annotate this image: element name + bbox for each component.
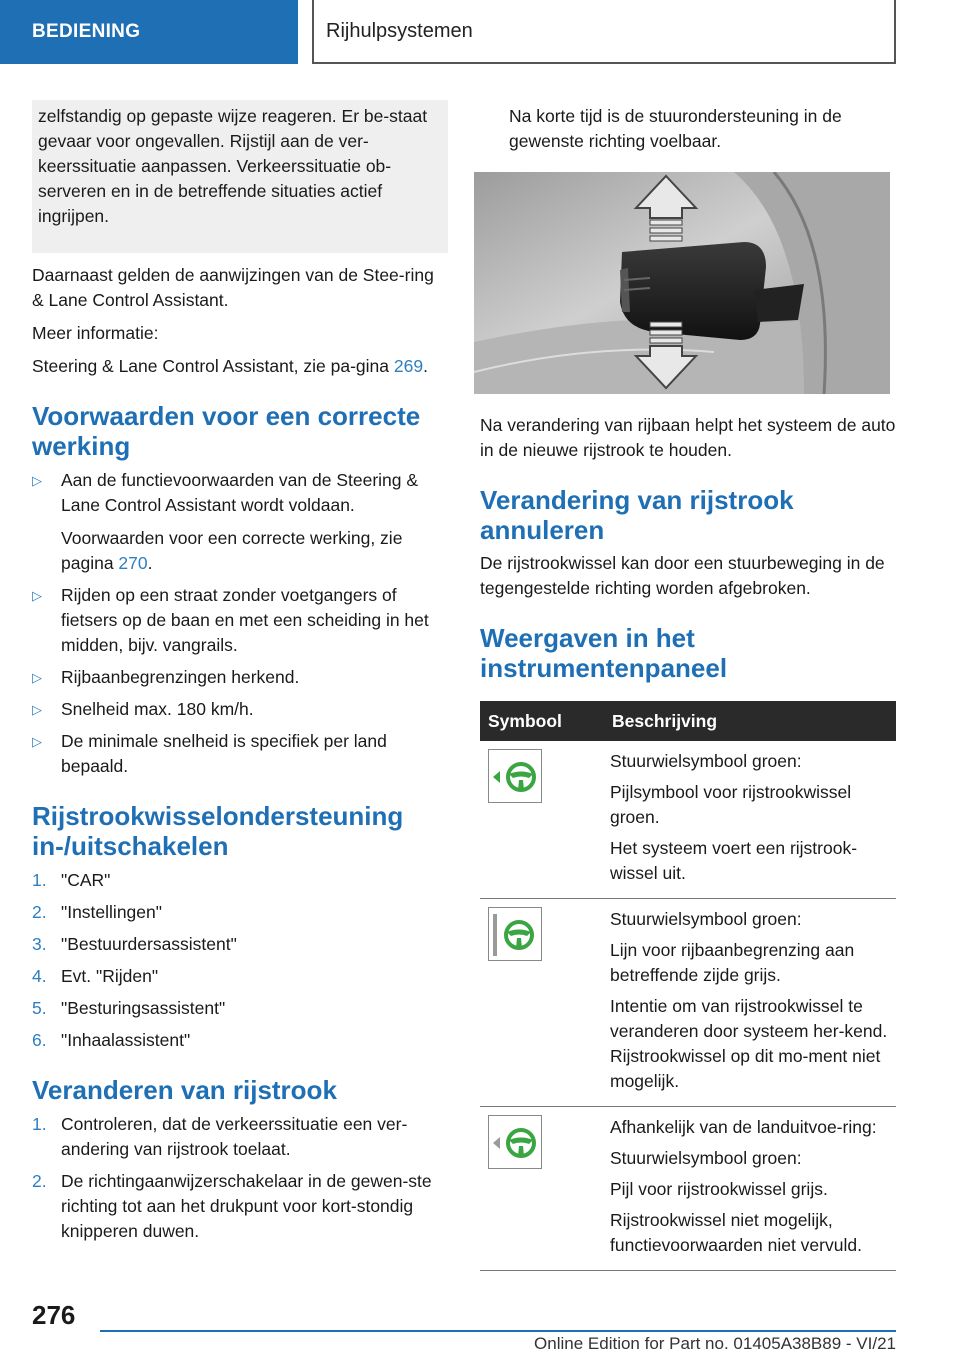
column-header-symbol: Symbool bbox=[480, 701, 604, 741]
steering-wheel-green-arrow-grey-icon bbox=[488, 1115, 542, 1169]
heading-change-lane: Veranderen van rijstrook bbox=[32, 1075, 337, 1105]
toggle-steps-list bbox=[32, 868, 448, 1053]
triangle-bullet-icon: ▷ bbox=[32, 670, 42, 685]
list-item: 6. "Inhaalassistent" bbox=[32, 1030, 191, 1050]
triangle-bullet-icon: ▷ bbox=[32, 734, 42, 749]
paragraph-instructions: Daarnaast gelden de aanwijzingen van de Stee-ring & Lane Control Assistant. bbox=[32, 265, 434, 310]
steering-wheel-green-arrow-icon bbox=[488, 749, 542, 803]
paragraph-reference: Steering & Lane Control Assistant, zie pa-gina 269. bbox=[32, 356, 428, 376]
conditions-list bbox=[32, 468, 448, 779]
list-item: ▷ Rijden op een straat zonder voetgangers of fietsers op de baan en met een scheiding in het midden, bijv. vangrails. bbox=[32, 585, 429, 655]
heading-displays: Weergaven in het instrumentenpaneel bbox=[480, 623, 728, 683]
page-number: 276 bbox=[32, 1300, 76, 1330]
heading-toggle: Rijstrookwisselondersteuning in-/uitschakelen bbox=[32, 801, 404, 861]
list-item: 3. "Bestuurdersassistent" bbox=[32, 934, 237, 954]
section-title: Rijhulpsystemen bbox=[312, 0, 896, 64]
triangle-bullet-icon: ▷ bbox=[32, 473, 42, 488]
paragraph-steering-support: Na korte tijd is de stuurondersteuning in de gewenste richting voelbaar. bbox=[509, 106, 842, 151]
page-link-270[interactable]: 270 bbox=[118, 553, 148, 573]
table-row: Stuurwielsymbool groen: Pijlsymbool voor rijstrookwissel groen. Het systeem voert een rijstrook-wissel uit. bbox=[480, 741, 896, 899]
left-column bbox=[32, 100, 448, 1244]
list-item: ▷ De minimale snelheid is specifiek per land bepaald. bbox=[32, 731, 387, 776]
paragraph-more-info: Meer informatie: bbox=[32, 323, 159, 343]
list-item: 1. "CAR" bbox=[32, 870, 111, 890]
triangle-bullet-icon: ▷ bbox=[32, 702, 42, 717]
list-item: ▷ Aan de functievoorwaarden van de Steering & Lane Control Assistant wordt voldaan. Voorwaarden voor een correcte werking, zie pagina 270. bbox=[32, 470, 419, 573]
list-item: 1. Controleren, dat de verkeerssituatie een ver-andering van rijstrook toelaat. bbox=[32, 1114, 408, 1159]
list-item: 2. De richtingaanwijzerschakelaar in de gewen-ste richting tot aan het drukpunt voor kort-stondig knipperen duwen. bbox=[32, 1171, 432, 1241]
page-link-269[interactable]: 269 bbox=[393, 356, 424, 376]
heading-conditions: Voorwaarden voor een correcte werking bbox=[32, 401, 421, 461]
list-item: 5. "Besturingsassistent" bbox=[32, 998, 226, 1018]
column-header-description: Beschrijving bbox=[604, 701, 896, 741]
list-item: 4. Evt. "Rijden" bbox=[32, 966, 159, 986]
list-item: ▷ Rijbaanbegrenzingen herkend. bbox=[32, 665, 448, 690]
warning-note-continued: zelfstandig op gepaste wijze reageren. Er be-staat gevaar voor ongevallen. Rijstijl aan de ver-keerssituatie aanpassen. Verkeerssituatie ob-serveren en in de betreffende situaties actief ingrijpen. bbox=[32, 100, 448, 253]
footer-edition: Online Edition for Part no. 01405A38B89 - VI/21 bbox=[534, 1334, 896, 1353]
footer-divider bbox=[100, 1330, 896, 1332]
turn-signal-stalk-photo bbox=[474, 172, 890, 394]
heading-cancel: Verandering van rijstrook annuleren bbox=[480, 485, 794, 545]
steering-wheel-green-lane-grey-icon bbox=[488, 907, 542, 961]
symbol-table bbox=[480, 701, 896, 1271]
right-column bbox=[480, 100, 896, 1271]
paragraph-after-change: Na verandering van rijbaan helpt het systeem de auto in de nieuwe rijstrook te houden. bbox=[480, 415, 896, 460]
change-steps-list bbox=[32, 1112, 448, 1244]
table-row: Afhankelijk van de landuitvoe-ring: Stuurwielsymbool groen: Pijl voor rijstrookwissel grijs. Rijstrookwissel niet mogelijk, functievoorwaarden niet vervuld. bbox=[480, 1107, 896, 1271]
paragraph-cancel: De rijstrookwissel kan door een stuurbeweging in de tegengestelde richting worden afgebroken. bbox=[480, 553, 885, 598]
list-item: 2. "Instellingen" bbox=[32, 902, 162, 922]
triangle-bullet-icon: ▷ bbox=[32, 588, 42, 603]
table-header-row bbox=[480, 701, 896, 741]
list-item: ▷ Snelheid max. 180 km/h. bbox=[32, 697, 448, 722]
table-row: Stuurwielsymbool groen: Lijn voor rijbaanbegrenzing aan betreffende zijde grijs. Intentie om van rijstrookwissel te veranderen door systeem her-kend. Rijstrookwissel op dit mo-ment niet mogelijk. bbox=[480, 899, 896, 1107]
chapter-tab: BEDIENING bbox=[0, 0, 298, 64]
